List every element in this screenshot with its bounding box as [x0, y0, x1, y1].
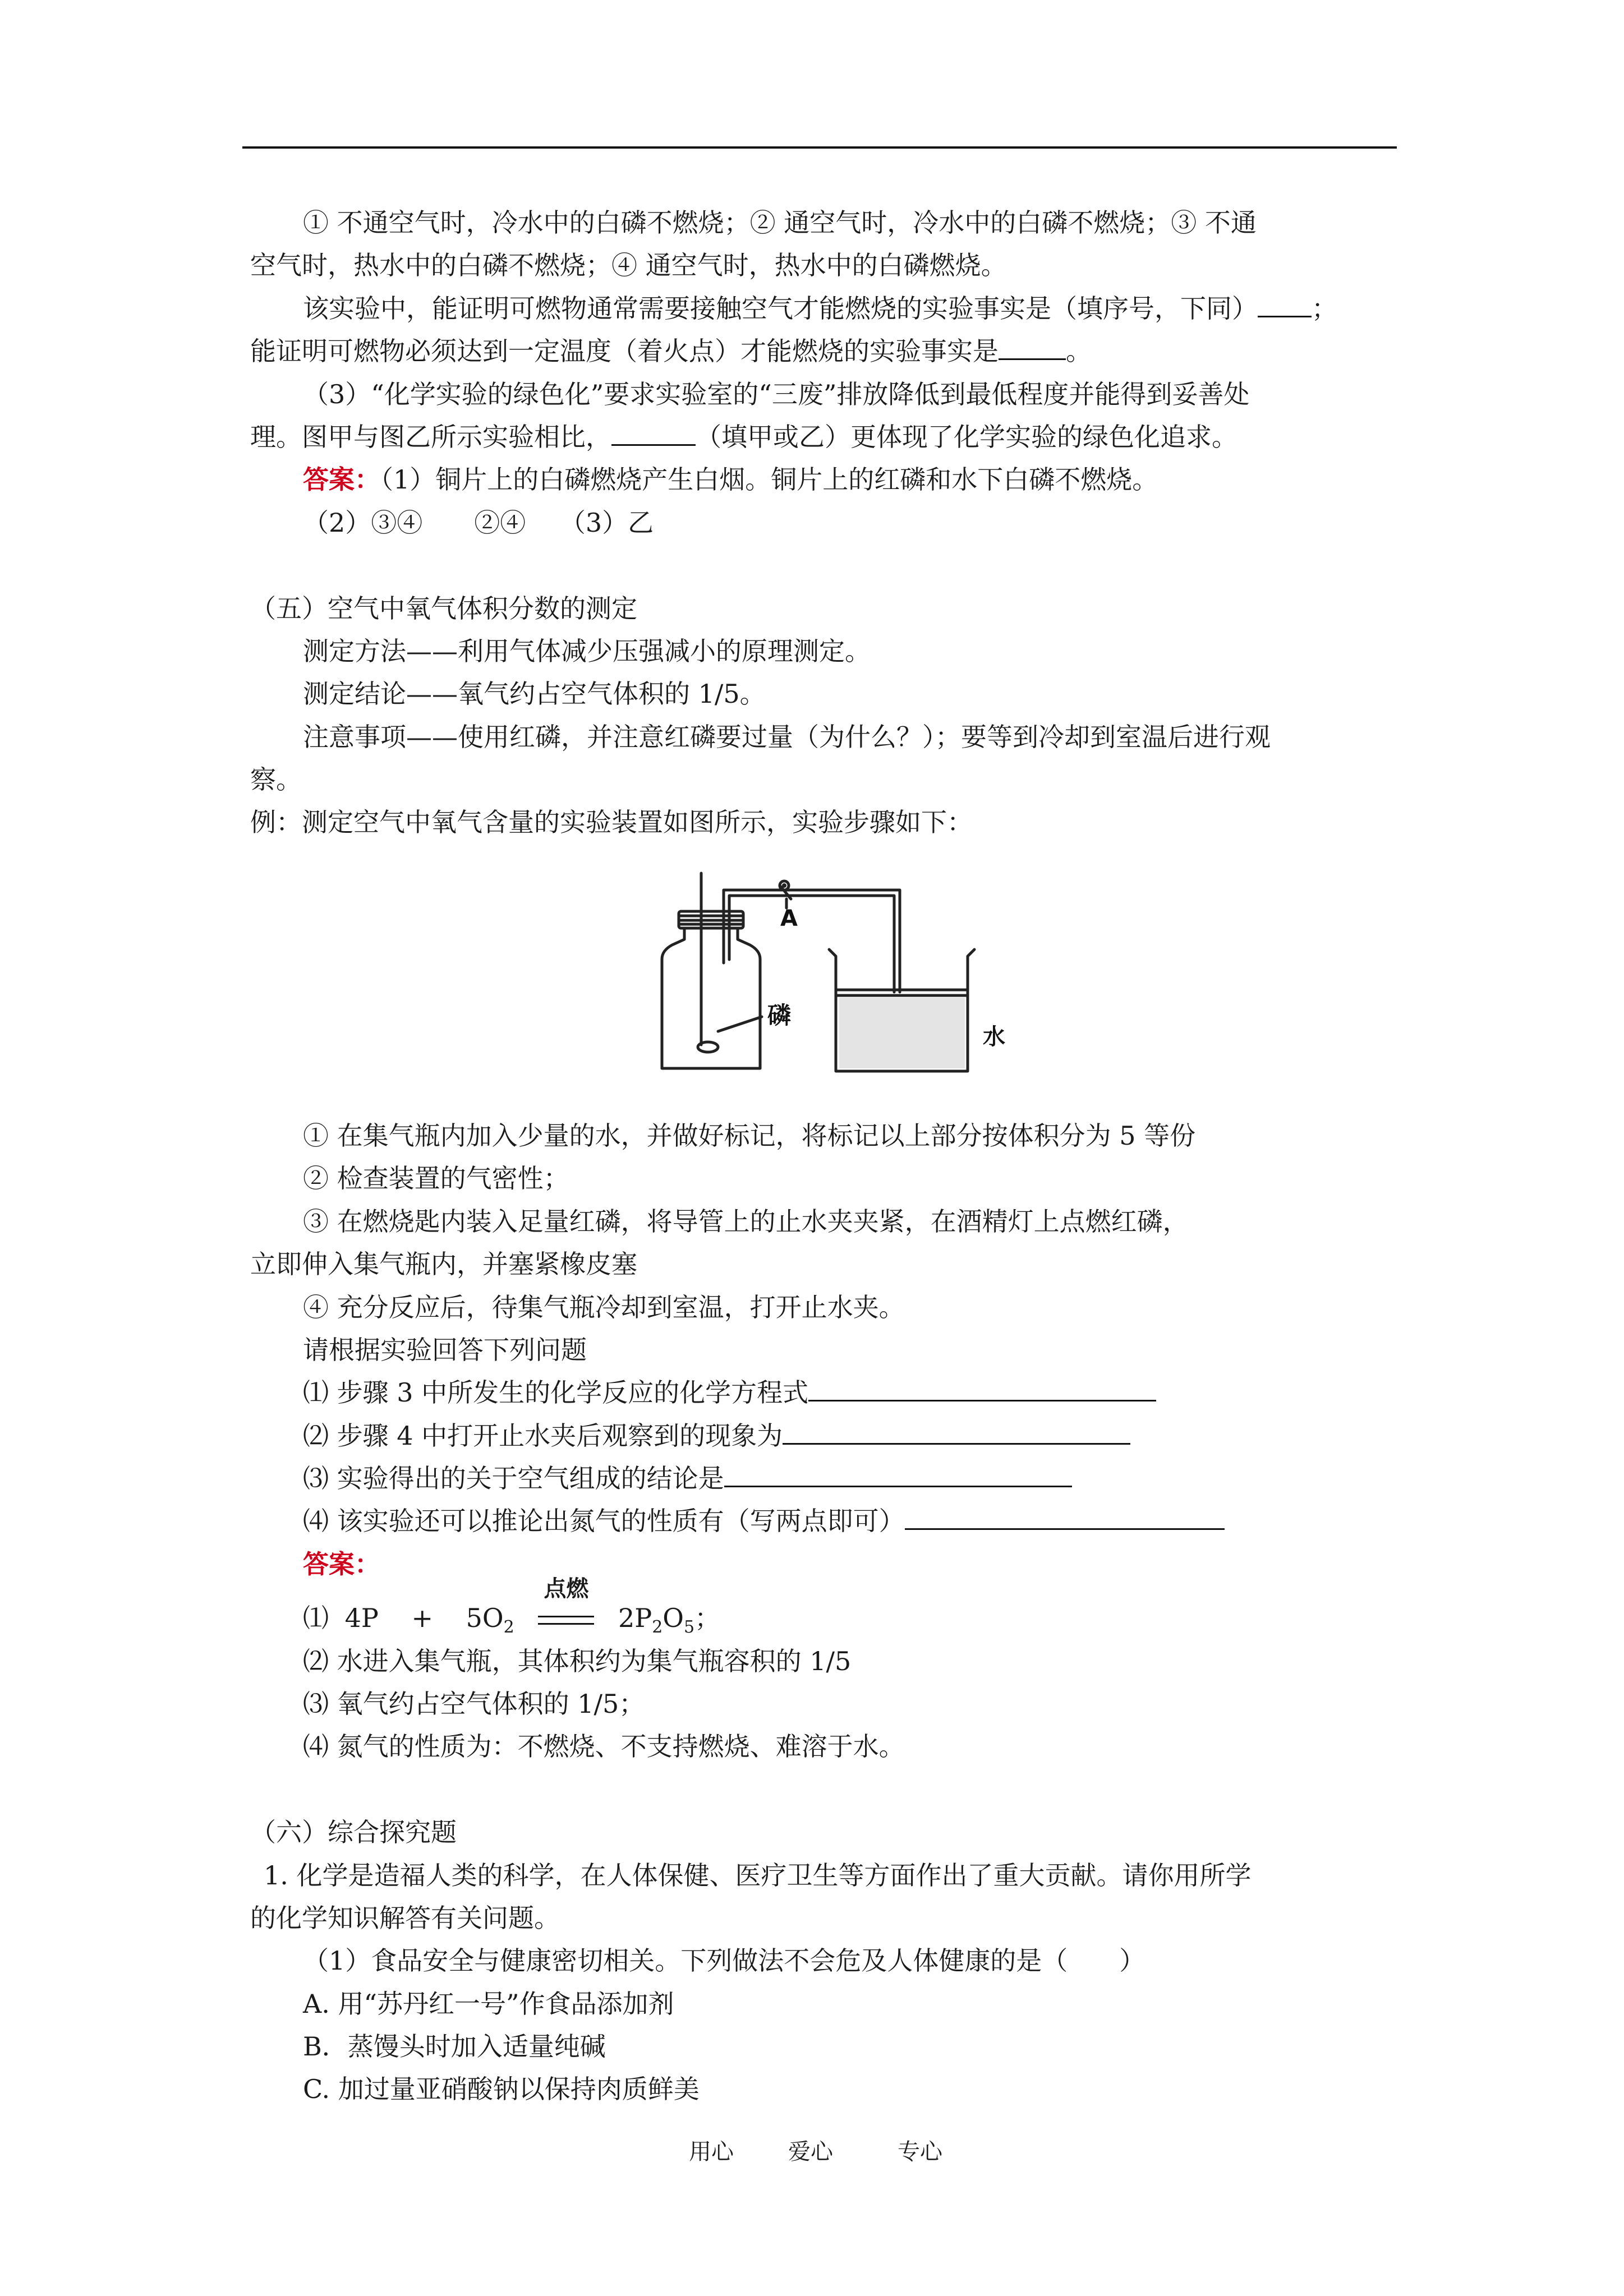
answer-blank	[611, 419, 696, 446]
text-span: ⑷ 该实验还可以推论出氮气的性质有（写两点即可）	[303, 1506, 905, 1536]
eq-product	[618, 1603, 721, 1637]
text-line: ④ 充分反应后，待集气瓶冷却到室温，打开止水夹。	[303, 1292, 905, 1322]
answer-blank	[905, 1504, 1225, 1530]
section-title: （六）综合探究题	[250, 1817, 457, 1847]
option-b: B．蒸馒头时加入适量纯碱	[303, 2031, 606, 2062]
figure-label-phosphorus: 磷	[767, 1002, 792, 1029]
eq-arrow	[532, 1575, 600, 1639]
text-span: 能证明可燃物必须达到一定温度（着火点）才能燃烧的实验事实是	[250, 336, 999, 366]
eq-text: 2P	[618, 1603, 652, 1633]
text-line: 请根据实验回答下列问题	[303, 1335, 587, 1365]
text-line: 察。	[250, 764, 302, 795]
text-line: 测定方法——利用气体减少压强减小的原理测定。	[303, 636, 871, 666]
answer-blank	[999, 334, 1066, 360]
eq-number: ⑴	[303, 1603, 329, 1633]
text-line	[250, 330, 1092, 372]
answer-blank	[783, 1418, 1130, 1445]
question-line	[303, 1415, 1130, 1456]
answer-blank	[1258, 291, 1312, 317]
text-line: ③ 在燃烧匙内装入足量红磷，将导管上的止水夹夹紧，在酒精灯上点燃红磷，	[303, 1206, 1189, 1237]
eq-subscript: 5	[684, 1617, 695, 1637]
text-span: ⑴ 步骤 3 中所发生的化学反应的化学方程式	[303, 1377, 809, 1408]
answer-label: 答案：	[303, 464, 380, 495]
text-line: 空气时，热水中的白磷不燃烧；④ 通空气时，热水中的白磷燃烧。	[250, 250, 1007, 280]
text-line: 例：测定空气中氧气含量的实验装置如图所示，实验步骤如下：	[250, 807, 973, 837]
eq-text: ；	[694, 1603, 721, 1633]
footer-item: 爱心	[788, 2139, 833, 2165]
text-line: ② 检查装置的气密性；	[303, 1163, 569, 1193]
text-line: 1. 化学是造福人类的科学，在人体保健、医疗卫生等方面作出了重大贡献。请你用所学	[264, 1860, 1252, 1891]
option-a: A. 用“苏丹红一号”作食品添加剂	[303, 1989, 674, 2019]
text-line: （3）“化学实验的绿色化”要求实验室的“三废”排放降低到最低程度并能得到妥善处	[303, 379, 1250, 409]
eq-condition: 点燃	[544, 1575, 589, 1602]
text-span: ⑵ 步骤 4 中打开止水夹后观察到的现象为	[303, 1421, 783, 1451]
option-c: C. 加过量亚硝酸钠以保持肉质鲜美	[303, 2074, 700, 2104]
text-span: ；	[1312, 293, 1337, 324]
figure-label-a: A	[780, 906, 798, 932]
text-line	[250, 416, 1237, 458]
text-line: 测定结论——氧气约占空气体积的 1/5。	[303, 679, 766, 709]
eq-subscript: 2	[652, 1617, 663, 1637]
question-line	[303, 1372, 1156, 1413]
footer-item: 用心	[689, 2139, 734, 2165]
answer-label-line	[303, 1543, 380, 1585]
answer-line: （2）③④ ②④ （3）乙	[303, 508, 654, 538]
text-line: 的化学知识解答有关问题。	[250, 1903, 560, 1933]
question-line	[303, 1500, 1225, 1542]
text-span: ⑶ 实验得出的关于空气组成的结论是	[303, 1463, 724, 1493]
text-line: 立即伸入集气瓶内，并塞紧橡皮塞	[250, 1249, 637, 1279]
answer-line	[303, 459, 1158, 500]
text-line	[303, 288, 1337, 329]
answer-line: ⑷ 氮气的性质为：不燃烧、不支持燃烧、难溶于水。	[303, 1731, 905, 1762]
text-span: 。	[1066, 336, 1092, 366]
eq-text: O	[663, 1603, 684, 1633]
answer-blank	[808, 1375, 1156, 1401]
question-line	[303, 1458, 1072, 1499]
apparatus-figure	[640, 861, 1043, 1085]
footer-item: 专心	[898, 2139, 942, 2165]
text-line: ① 不通空气时，冷水中的白磷不燃烧；② 通空气时，冷水中的白磷不燃烧；③ 不通	[303, 208, 1257, 238]
eq-reactant	[466, 1603, 514, 1637]
text-span: （填甲或乙）更体现了化学实验的绿色化追求。	[696, 422, 1237, 452]
text-span: 该实验中，能证明可燃物通常需要接触空气才能燃烧的实验事实是（填序号，下同）	[303, 293, 1258, 324]
section-title: （五）空气中氧气体积分数的测定	[250, 593, 637, 624]
answer-line: ⑵ 水进入集气瓶，其体积约为集气瓶容积的 1/5	[303, 1646, 852, 1676]
text-line: ① 在集气瓶内加入少量的水，并做好标记，将标记以上部分按体积分为 5 等份	[303, 1121, 1196, 1151]
text-line: （1）食品安全与健康密切相关。下列做法不会危及人体健康的是（ ）	[303, 1945, 1145, 1976]
eq-reactant: 4P	[344, 1603, 379, 1633]
text-span: （1）铜片上的白磷燃烧产生白烟。铜片上的红磷和水下白磷不燃烧。	[380, 464, 1158, 495]
answer-blank	[724, 1461, 1072, 1487]
header-rule	[242, 146, 1397, 149]
text-span: 理。图甲与图乙所示实验相比，	[250, 422, 611, 452]
text-line: 注意事项——使用红磷，并注意红磷要过量（为什么？）；要等到冷却到室温后进行观	[303, 722, 1271, 752]
eq-equals-sign	[538, 1616, 594, 1625]
answer-line: ⑶ 氧气约占空气体积的 1/5；	[303, 1689, 645, 1719]
eq-subscript: 2	[503, 1617, 514, 1637]
figure-label-water: 水	[983, 1024, 1005, 1050]
eq-text: 5O	[466, 1603, 504, 1633]
eq-plus: +	[411, 1603, 434, 1633]
answer-label: 答案：	[303, 1549, 380, 1579]
